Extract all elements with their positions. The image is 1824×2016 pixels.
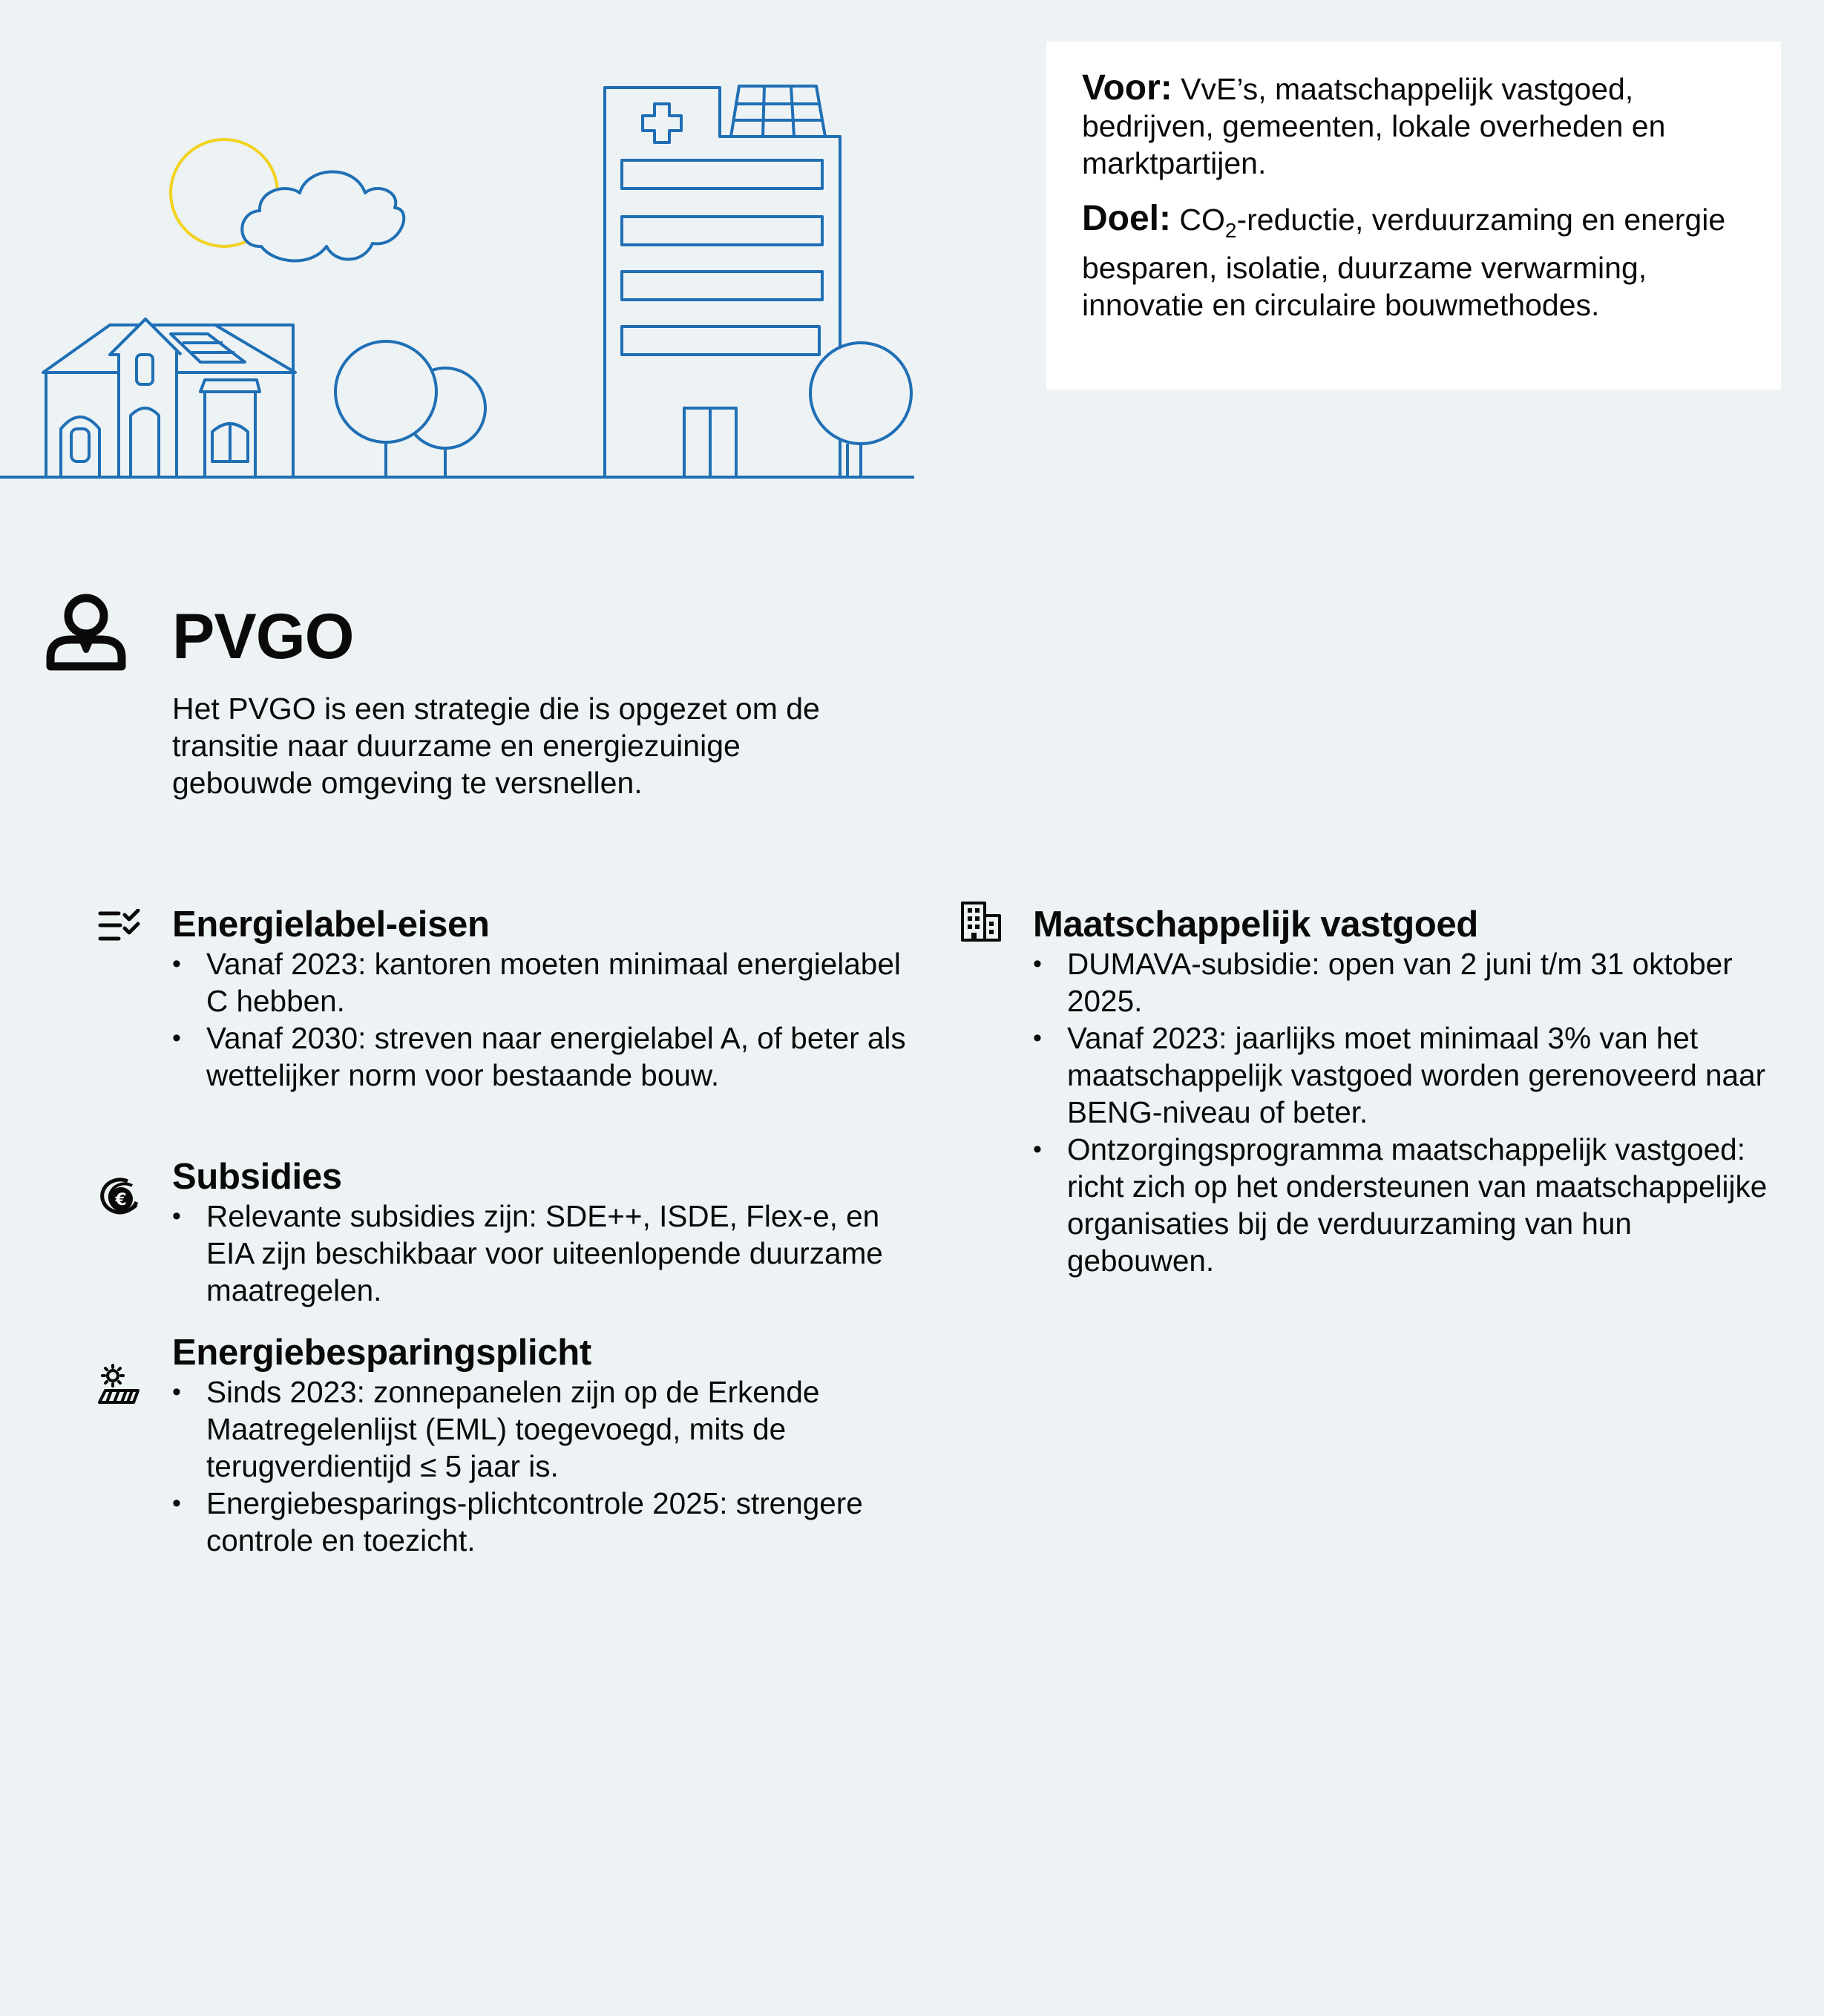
hospital-icon (605, 86, 840, 477)
svg-text:€: € (115, 1191, 127, 1209)
list-item: • Ontzorgingsprogramma maatschappelijk vastgoed: richt zich op het ondersteunen van maatschappelijke organisaties bij de verduurzaming van hun gebouwen. (1033, 1131, 1782, 1279)
section-title: Maatschappelijk vastgoed (1033, 904, 1479, 945)
doel-subscript: 2 (1224, 219, 1237, 242)
house-icon (43, 319, 295, 477)
tree-icon (335, 341, 485, 477)
intro-text: Het PVGO is een strategie die is opgezet om de transitie naar duurzame en energiezuinige gebouwde omgeving te versnellen. (172, 692, 820, 800)
city-illustration (0, 74, 920, 490)
doel-text: -reductie, verduurzaming en energie besparen, isolatie, duurzame verwarming, innovatie en circulaire bouwmethodes. (1082, 203, 1726, 322)
list-item: • Vanaf 2030: streven naar energielabel A, of beter als wettelijker norm voor bestaande bouw. (172, 1020, 914, 1094)
euro-coins-icon (98, 1177, 140, 1215)
voor-paragraph (1082, 70, 1745, 182)
section-title: Energielabel-eisen (172, 904, 490, 945)
bullet-list (172, 945, 914, 1094)
page-title: PVGO (172, 601, 354, 672)
list-item: • DUMAVA-subsidie: open van 2 juni t/m 31 oktober 2025. (1033, 945, 1782, 1020)
list-item: • Relevante subsidies zijn: SDE++, ISDE, Flex-e, en EIA zijn beschikbaar voor uiteenlopende duurzame maatregelen. (172, 1198, 914, 1309)
list-item: • Energiebesparings-plichtcontrole 2025: strengere controle en toezicht. (172, 1485, 922, 1559)
doel-co: CO (1171, 203, 1225, 237)
bullet-list (1033, 945, 1782, 1279)
bullet-list (172, 1198, 914, 1309)
section-subsidies (172, 1156, 914, 1309)
section-title: Energiebesparingsplicht (172, 1333, 591, 1373)
user-icon (46, 594, 126, 671)
cloud-icon (242, 171, 404, 260)
bullet-list (172, 1373, 922, 1559)
list-item: • Vanaf 2023: kantoren moeten minimaal energielabel C hebben. (172, 945, 914, 1020)
voor-label: Voor: (1082, 68, 1172, 108)
list-item: • Sinds 2023: zonnepanelen zijn op de Erkende Maatregelenlijst (EML) toegevoegd, mits de terugverdientijd ≤ 5 jaar is. (172, 1373, 922, 1485)
section-maatschappelijk-vastgoed (1033, 904, 1782, 1279)
section-title: Subsidies (172, 1157, 342, 1197)
section-energielabel (172, 904, 914, 1094)
voor-text: VvE’s, maatschappelijk vastgoed, bedrijven, gemeenten, lokale overheden en marktpartijen. (1082, 72, 1666, 180)
building-icon (960, 901, 1002, 942)
list-item: • Vanaf 2023: jaarlijks moet minimaal 3% van het maatschappelijk vastgoed worden gerenoveerd naar BENG-niveau of beter. (1033, 1020, 1782, 1131)
doel-paragraph (1082, 200, 1745, 324)
doel-label: Doel: (1082, 199, 1171, 238)
tree-icon (810, 343, 911, 477)
checklist-icon (98, 909, 141, 943)
solar-panel-icon (98, 1364, 140, 1405)
section-energiebesparingsplicht (172, 1332, 922, 1559)
target-audience-box (1046, 42, 1781, 390)
